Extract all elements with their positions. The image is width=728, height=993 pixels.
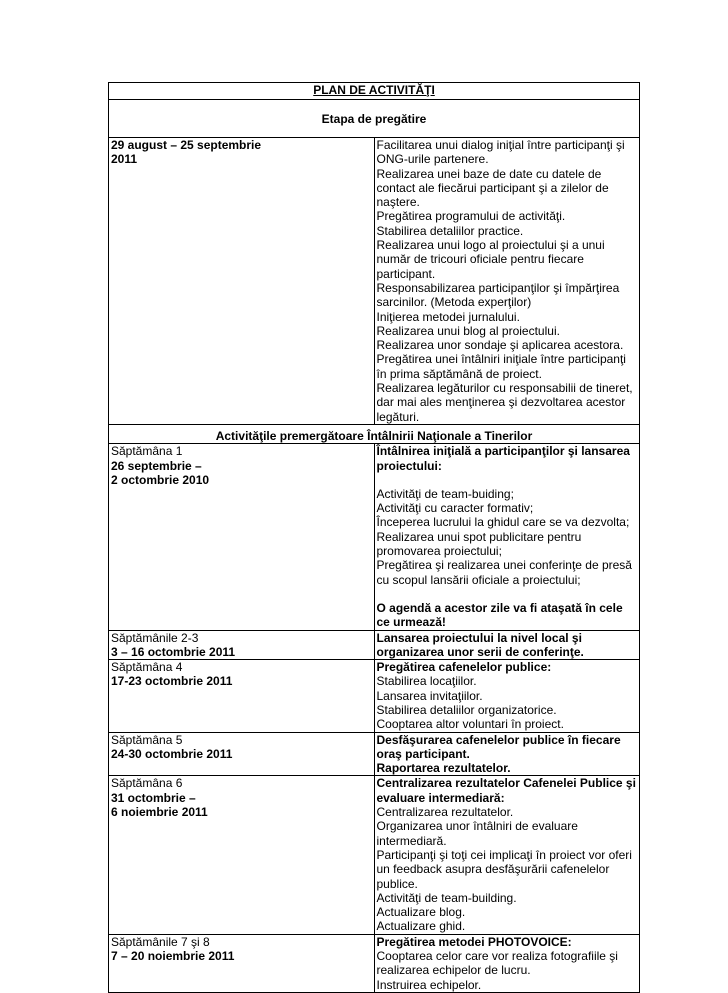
week-5-date-cell: [109, 732, 375, 776]
prep-item: Pregătirea programului de activităţi.: [376, 209, 566, 224]
title-row: [109, 83, 640, 100]
week-date-line1: 31 octombrie –: [111, 790, 196, 805]
week-1-row: [109, 444, 640, 630]
prep-item: Realizarea unei baze de date cu datele de contact ale fiecărui participant şi a zilelor de naştere.: [376, 166, 609, 210]
week-footer: O agendă a acestor zile va fi ataşată în cele ce urmează!: [376, 600, 623, 630]
week-heading: Întâlnirea iniţială a participanţilor şi lansarea proiectului:: [376, 444, 630, 473]
week-item: Cooptarea celor care vor realiza fotografiile şi realizarea echipelor de lucru.: [376, 949, 618, 978]
week-date: 3 – 16 octombrie 2011: [111, 644, 236, 659]
week-item: Activităţi de team-building.: [376, 890, 517, 905]
week-heading: Desfăşurarea cafenelelor publice în fiecare oraş participant.: [376, 732, 621, 761]
week-1-date-cell: [109, 444, 375, 630]
week-date: 17-23 octombrie 2011: [111, 674, 233, 689]
prep-item: Realizarea unor sondaje şi aplicarea acestora.: [376, 338, 624, 353]
section2-title: Activităţile premergătoare Întâlnirii Naţionale a Tinerilor: [215, 428, 533, 443]
week-item: Organizarea unor întâlniri de evaluare intermediară.: [376, 819, 578, 848]
week-heading: Centralizarea rezultatelor Cafenelei Publice şi evaluare intermediară:: [376, 776, 636, 805]
week-5-content-cell: [374, 732, 640, 776]
week-item: Lansarea invitaţiilor.: [376, 688, 483, 703]
week-item: Participanţi şi toţi cei implicaţi în proiect vor oferi un feedback asupra desfăşurării cafenelelor publice.: [376, 847, 632, 891]
stage-row: [109, 100, 640, 138]
section2-row: [109, 424, 640, 443]
week-5-row: [109, 732, 640, 776]
plan-title: PLAN DE ACTIVITĂŢI: [313, 83, 435, 97]
week-label: Săptămâna 1: [111, 444, 183, 459]
prep-item: Pregătirea unei întâlniri iniţiale între participanţi în prima săptămână de proiect.: [376, 352, 626, 381]
prep-item: Stabilirea detaliilor practice.: [376, 223, 524, 238]
week-date: 24-30 octombrie 2011: [111, 746, 233, 761]
week-heading: Lansarea proiectului la nivel local şi organizarea unor serii de conferinţe.: [376, 630, 584, 659]
spacer: [377, 473, 638, 487]
week-date-line2: 2 octombrie 2010: [111, 472, 210, 487]
prep-row: [109, 138, 640, 425]
week-4-date-cell: [109, 660, 375, 732]
week-label: Săptămânile 2-3: [111, 630, 199, 645]
prep-date-line1: 29 august – 25 septembrie: [111, 138, 262, 152]
week-6-row: [109, 776, 640, 934]
week-item: Activităţi de team-buiding;: [376, 486, 514, 501]
week-item: Realizarea unui spot publicitare pentru promovarea proiectului;: [376, 529, 582, 559]
week-heading: Pregătirea metodei PHOTOVOICE:: [376, 934, 572, 949]
week-date-line2: 6 noiembrie 2011: [111, 805, 208, 820]
week-6-content-cell: [374, 776, 640, 934]
week-6-date-cell: [109, 776, 375, 934]
spacer: [377, 587, 638, 601]
week-item: Actualizare blog.: [376, 905, 466, 920]
prep-item: Realizarea legăturilor cu responsabilii de tineret, dar mai ales menţinerea şi dezvoltarea acestor legături.: [376, 381, 633, 424]
week-item: Pregătirea şi realizarea unei conferinţe de presă cu scopul lansării oficiale a proiectului;: [376, 558, 632, 587]
title-cell: [109, 83, 640, 100]
week-item: Stabilirea detaliilor organizatorice.: [376, 702, 557, 717]
stage-cell: [109, 100, 640, 138]
week-item: Actualizare ghid.: [376, 919, 466, 934]
activity-plan-page: [108, 82, 640, 993]
week-item: Instruirea echipelor.: [376, 977, 482, 992]
week-date-line1: 26 septembrie –: [111, 458, 202, 473]
week-2-3-date-cell: [109, 630, 375, 660]
week-1-content-cell: [374, 444, 640, 630]
week-item: Începerea lucrului la ghidul care se va dezvolta;: [376, 515, 630, 530]
week-item: Stabilirea locaţiilor.: [376, 674, 477, 689]
week-label: Săptămâna 4: [111, 660, 183, 675]
stage-title: Etapa de pregătire: [321, 112, 427, 126]
prep-date-line2: 2011: [111, 152, 138, 167]
week-label: Săptămâna 6: [111, 776, 183, 791]
prep-item: Realizarea unui blog al proiectului.: [376, 323, 560, 338]
week-date: 7 – 20 noiembrie 2011: [111, 949, 235, 964]
prep-date-cell: [109, 138, 375, 425]
prep-item: Facilitarea unui dialog iniţial între participanţi şi ONG-urile partenere.: [376, 138, 625, 167]
week-4-content-cell: [374, 660, 640, 732]
prep-item: Responsabilizarea participanţilor şi împărţirea sarcinilor. (Metoda experţilor): [376, 280, 620, 310]
week-2-3-content-cell: [374, 630, 640, 660]
week-item: Activităţi cu caracter formativ;: [376, 501, 534, 516]
week-item: Cooptarea altor voluntari în proiect.: [376, 717, 564, 732]
week-heading: Pregătirea cafenelelor publice:: [376, 660, 552, 675]
week-heading: Raportarea rezultatelor.: [376, 761, 511, 776]
activity-plan-table: [108, 82, 640, 993]
prep-items-cell: [374, 138, 640, 425]
prep-item: Iniţierea metodei jurnalului.: [376, 309, 520, 324]
week-item: Centralizarea rezultatelor.: [376, 805, 514, 820]
week-label: Săptămâna 5: [111, 732, 183, 747]
week-label: Săptămânile 7 şi 8: [111, 934, 210, 949]
prep-item: Realizarea unui logo al proiectului şi a unui număr de tricouri oficiale pentru fiecare participant.: [376, 238, 605, 281]
section2-cell: [109, 424, 640, 443]
week-4-row: [109, 660, 640, 732]
week-2-3-row: [109, 630, 640, 660]
